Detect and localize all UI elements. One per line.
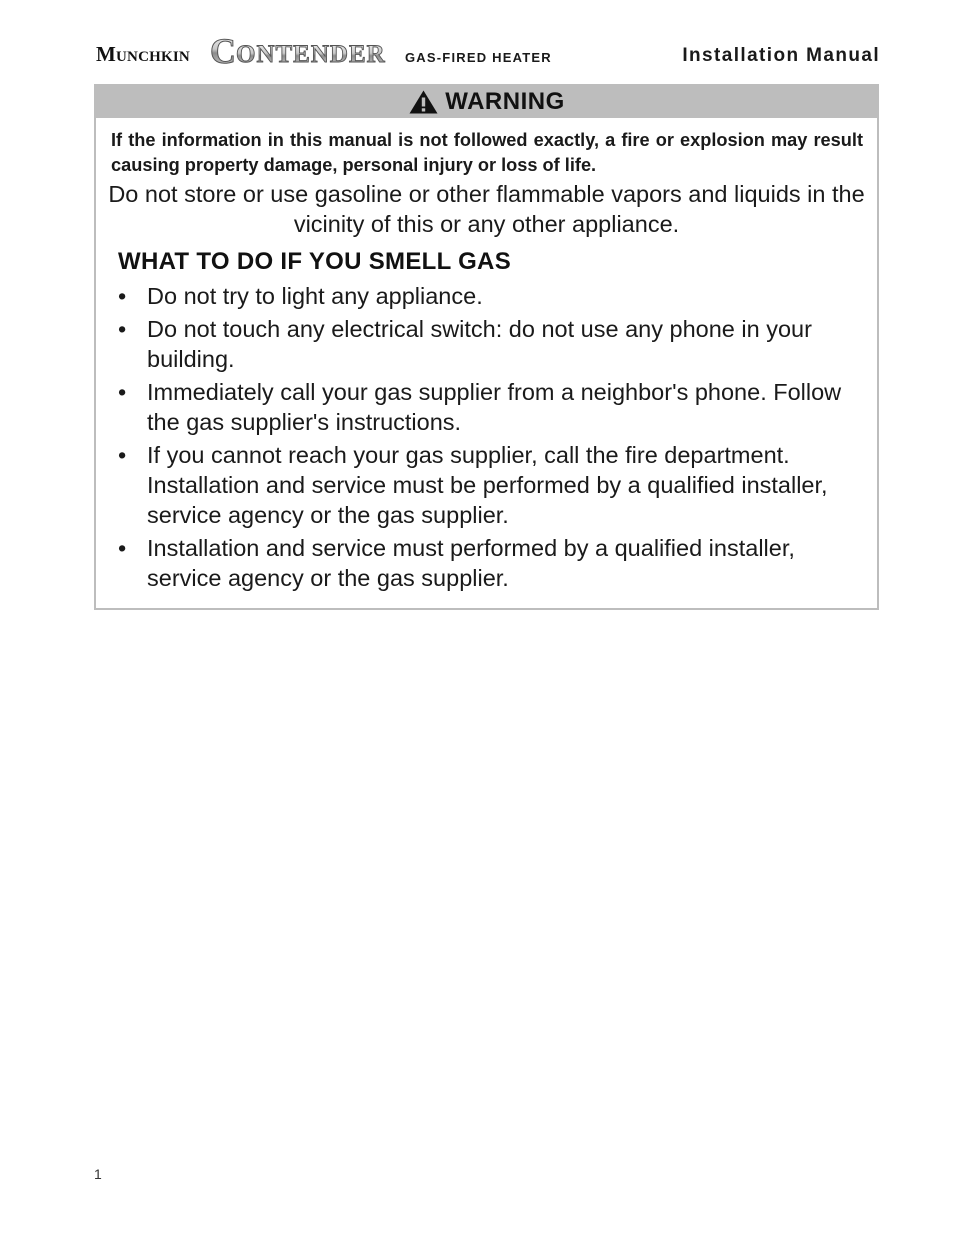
warning-header-bar [96,86,877,118]
bullet: • [118,316,127,342]
svg-text:ONTENDER: ONTENDER [236,41,386,68]
list-item [118,533,870,593]
brand-subtitle: GAS-FIRED HEATER [405,50,552,65]
bullet: • [118,283,127,309]
step-text: Installation and service must performed by a qualified installer, service agency or the gas supplier. [147,535,795,591]
smell-gas-steps [118,281,870,596]
page-header [96,30,880,70]
list-item [118,281,870,311]
brand-contender-logo [208,30,398,68]
storage-warning-text: Do not store or use gasoline or other flammable vapors and liquids in the vicinity of this or any other appliance. [108,181,865,237]
step-text: Do not try to light any appliance. [147,283,483,309]
warning-triangle-icon [408,89,439,115]
list-item [118,314,870,374]
bullet: • [118,535,127,561]
bullet: • [118,442,127,468]
step-text: If you cannot reach your gas supplier, call the fire department. Installation and service must be performed by a qualified installer, service agency or the gas supplier. [147,442,828,528]
step-text: Immediately call your gas supplier from a neighbor's phone. Follow the gas supplier's instructions. [147,379,842,435]
list-item [118,377,870,437]
page-number: 1 [94,1166,102,1182]
smell-gas-heading: WHAT TO DO IF YOU SMELL GAS [118,248,512,275]
document-title: Installation Manual [682,45,880,66]
step-text: Do not touch any electrical switch: do not use any phone in your building. [147,316,812,372]
warning-lead-text: If the information in this manual is not followed exactly, a fire or explosion may result causing property damage, personal injury or loss of life. [111,130,863,175]
warning-box [94,84,879,610]
brand-munchkin: Munchkin [96,42,190,66]
svg-text:C: C [210,31,236,68]
warning-label: WARNING [445,88,565,115]
bullet: • [118,379,127,405]
list-item [118,440,870,530]
